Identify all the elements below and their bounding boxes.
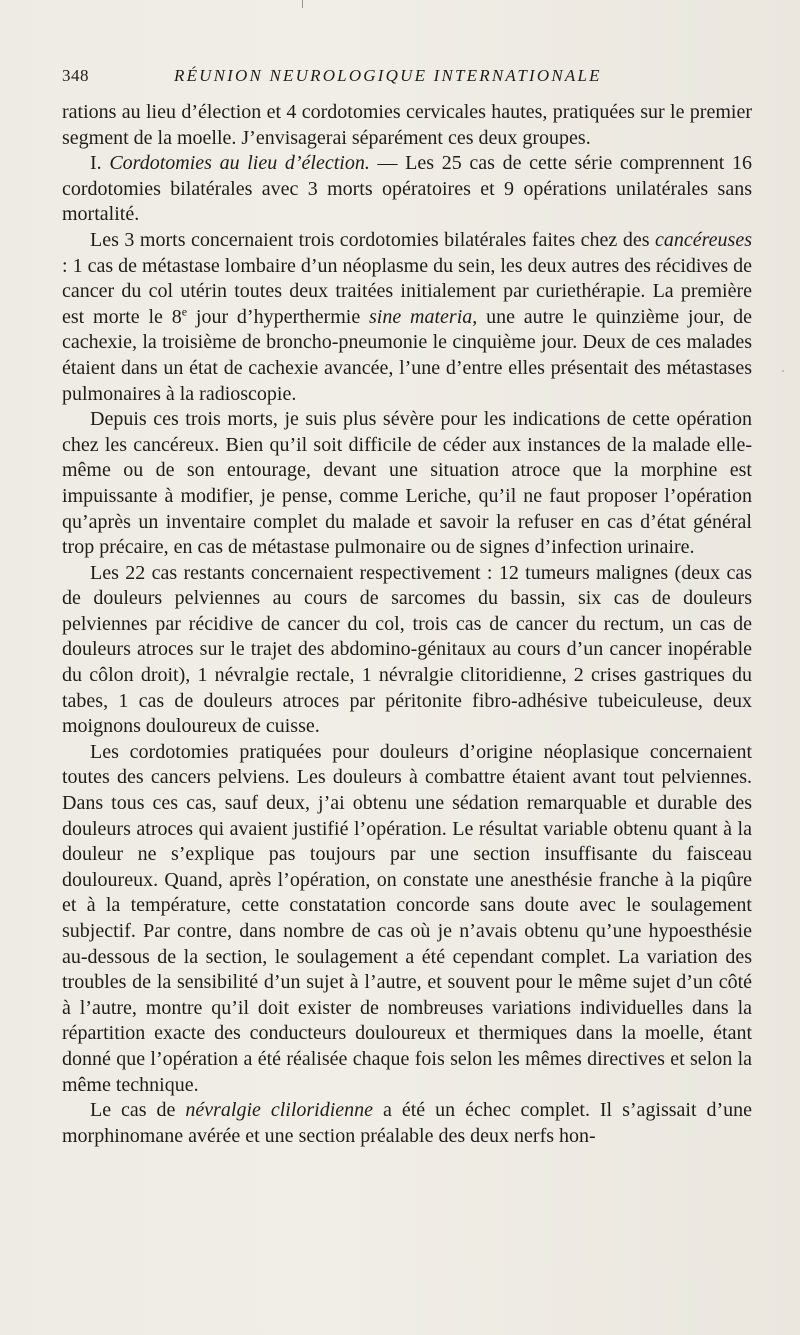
paragraph-text: Les cordotomies pratiquées pour douleurs d’origine néoplasique concernaient toutes des cancers pelviens. Les douleurs à combattre étaient avant tout pelviennes. Dans tous ces cas, sauf deux, j’ai obtenu une sédation remarquable et durable des douleurs atroces qui avaient justifié l’opération. Le résultat variable obtenu quant à la douleur ne s’explique pas toujours par une section insuffisante du faisceau douloureux. Quand, après l’opération, on constate une anesthésie franche à la piqûre et à la température, cette constatation concorde sans doute avec le soulagement subjectif. Par contre, dans nombre de cas où je n’avais obtenu qu’une hypoesthésie au-dessous de la section, le soulagement a été cependant complet. La variation des troubles de la sensibilité d’un sujet à l’autre, et souvent pour le même sujet d’un côté à l’autre, montre qu’il doit exister de nombreuses variations individuelles dans la répartition exacte des conducteurs douloureux et thermiques dans la moelle, étant donné que l’opération a été réalisée chaque fois selon les mêmes directives et selon la même technique. [62,740,752,1096]
paragraph-text: : 1 cas de métastase lombaire d’un néoplasme du sein, les deux autres des récidives de cancer du col utérin toutes deux traitées initialement par curiethérapie. La première est morte le 8 [62,254,752,328]
paragraph-text: Le cas de [90,1099,186,1122]
paragraph-text: Les 3 morts concernaient trois cordotomies bilatérales faites chez des [90,228,655,251]
paragraph-deaths [62,228,752,407]
page-header [62,66,752,92]
paragraph-text: Les 22 cas restants concernaient respectivement : 12 tumeurs malignes (deux cas de douleurs pelviennes au cours de sarcomes du bassin, six cas de douleurs pelviennes par récidive de cancer du col, trois cas de cancer du rectum, un cas de douleurs atroces sur le trajet des abdomino-génitaux au cours d’un cancer inopérable du côlon droit), 1 névralgie rectale, 1 névralgie clitoridienne, 2 crises gastriques du tabes, 1 cas de douleurs atroces par péritonite fibro-adhésive tubeiculeuse, deux moignons douloureux de cuisse. [62,561,752,738]
superscript: e [181,304,188,319]
paragraph-text: rations au lieu d’élection et 4 cordotomies cervicales hautes, pratiquées sur le premier segment de la moelle. J’envisagerai séparément ces deux groupes. [62,101,752,149]
scan-speck [782,370,784,372]
page-number: 348 [62,66,89,85]
scan-mark [302,0,303,8]
paragraph-text: jour d’hyperthermie [187,305,370,328]
paragraph-text: a été un échec complet. Il s’agissait d’une morphinomane avérée et une section préalable des deux nerfs hon- [62,1099,752,1147]
running-title: RÉUNION NEUROLOGIQUE INTERNATIONALE [174,66,602,85]
paragraph-results [62,740,752,1098]
paragraph-text: , une autre le quinzième jour, de cachexie, la troisième de broncho-pneumonie le cinquième jour. Deux de ces malades étaient dans un état de cachexie avancée, l’une d’entre elles présentait des métastases pulmonaires à la radioscopie. [62,305,753,405]
section-number: I. [90,152,110,175]
paragraph-neuralgia [62,1098,752,1149]
paragraph-text: Depuis ces trois morts, je suis plus sévère pour les indications de cette opération chez les cancéreux. Bien qu’il soit difficile de céder aux instances de la malade elle-même ou de son entourage, devant une situation atroce que la morphine est impuissante à modifier, je pense, comme Leriche, qu’il ne faut proposer l’opération qu’après un inventaire complet du malade et savoir la refuser en cas d’état général trop précaire, en cas de métastase pulmonaire ou de signes d’infection urinaire. [62,408,752,559]
paragraph-remaining-cases [62,561,752,740]
italic-term: névralgie cliloridienne [185,1099,374,1122]
paragraph-continuation [62,100,752,151]
paragraph-section-heading [62,151,752,228]
paragraph-text: — Les 25 cas de cette série comprennent 16 cordotomies bilatérales avec 3 morts opératoires et 9 opérations unilatérales sans mortalité. [62,152,752,226]
italic-term: cancéreuses [655,228,752,251]
section-title: Cordotomies au lieu d’élection. [109,152,370,175]
italic-term: sine materia [369,305,473,328]
page-body [62,100,752,1149]
paragraph-indications [62,407,752,561]
